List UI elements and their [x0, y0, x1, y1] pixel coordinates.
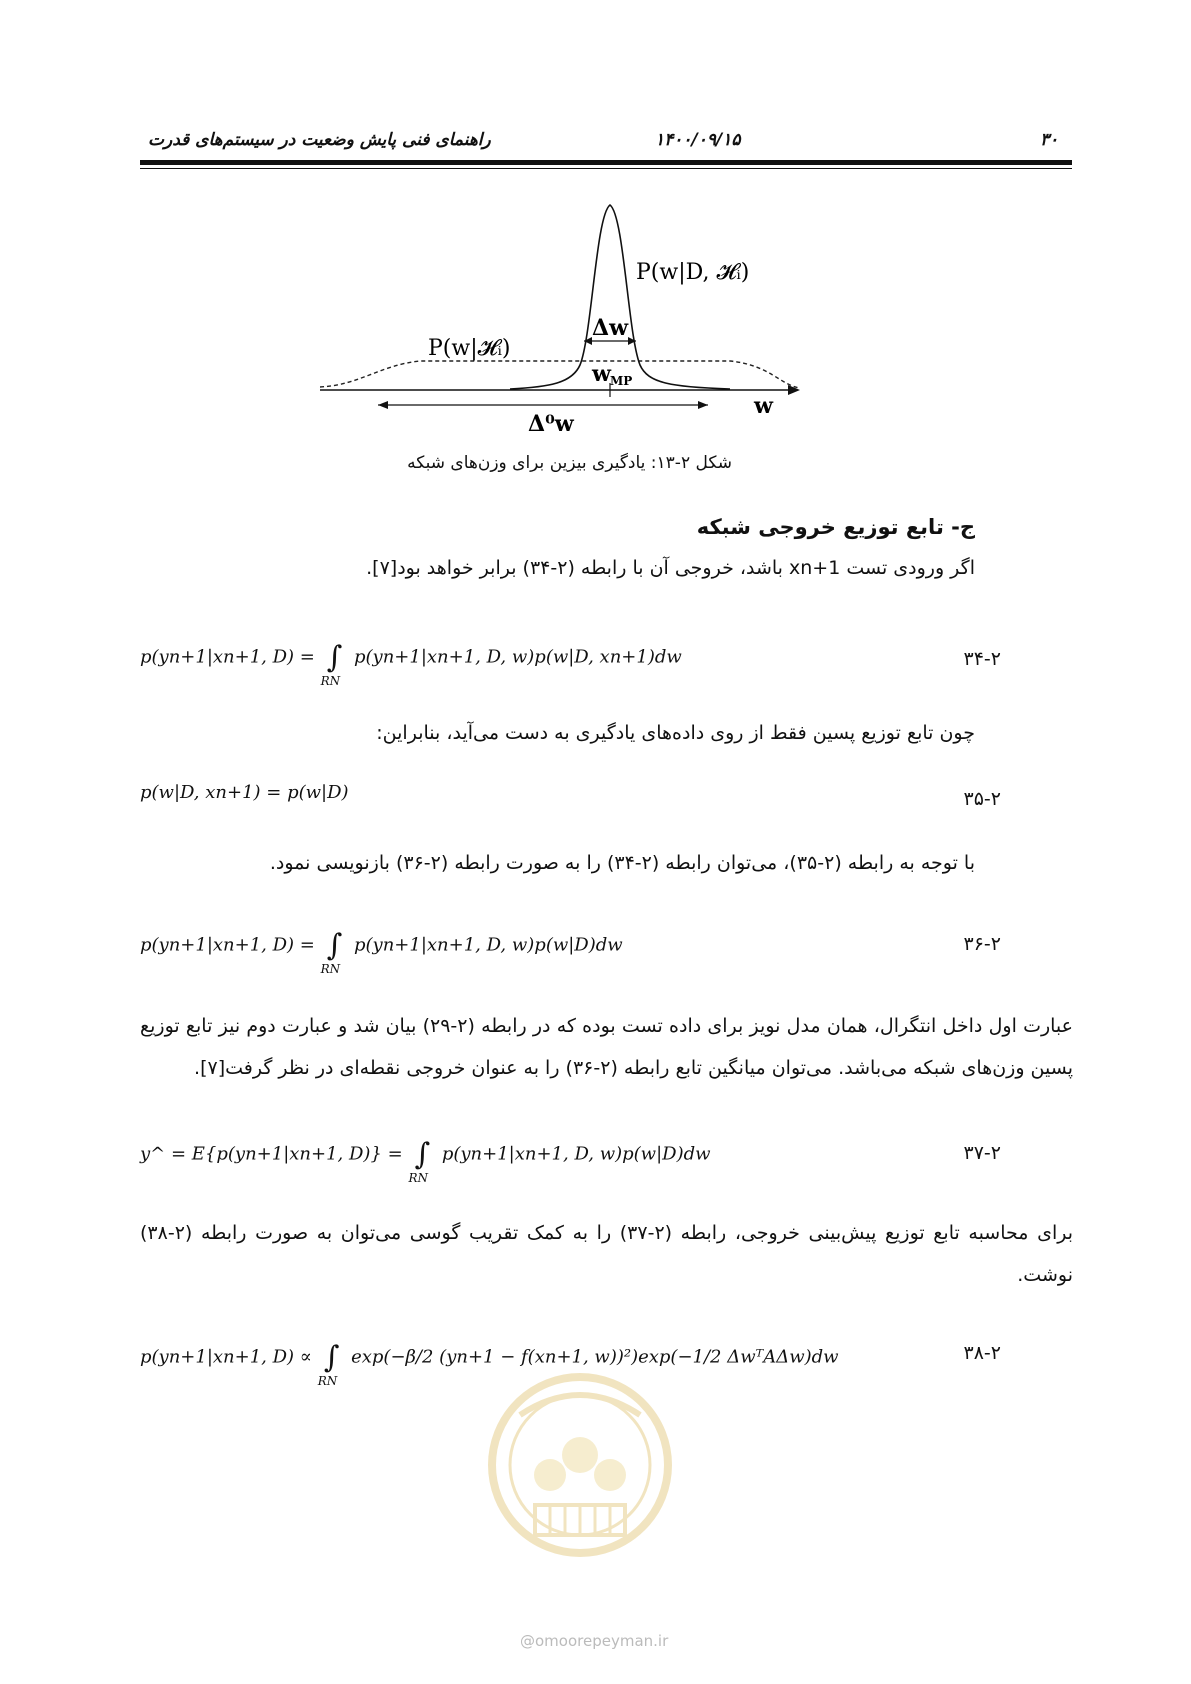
equation-34-domain: RN	[320, 674, 341, 688]
header-rule-thick	[140, 160, 1072, 165]
header-date: ۱۴۰۰/۰۹/۱۵	[655, 130, 741, 150]
equation-36-rhs: p(yn+1|xn+1, D, w)p(w|D)dw	[354, 934, 623, 956]
paragraph-3: با توجه به رابطه (۲-۳۵)، می‌توان رابطه (۲-۳۴) را به صورت رابطه (۲-۳۶) بازنویسی نمود.	[269, 852, 975, 874]
section-heading: ج- تابع توزیع خروجی شبکه	[696, 515, 975, 539]
equation-38: p(yn+1|xn+1, D) ∝ ∫ RN exp(−β/2 (yn+1 − f(xn+1, w))²)exp(−1/2 ΔwᵀAΔw)dw	[140, 1340, 839, 1388]
equation-38-lhs: p(yn+1|xn+1, D) ∝	[140, 1346, 312, 1368]
equation-36-lhs: p(yn+1|xn+1, D) =	[140, 934, 315, 956]
paragraph-5: برای محاسبه تابع توزیع پیش‌بینی خروجی، رابطه (۲-۳۷) را به کمک تقریب گوسی می‌توان به صورت رابطه (۲-۳۸) نوشت.	[140, 1222, 1073, 1286]
prior-curve	[320, 361, 800, 388]
equation-36-domain: RN	[320, 962, 341, 976]
figure-caption: شکل ۲-۱۳: یادگیری بیزین برای وزن‌های شبکه	[407, 453, 732, 473]
delta0-w-label: Δ⁰w	[528, 411, 574, 437]
equation-34-number: ۳۴-۲	[963, 648, 1001, 670]
equation-35: p(w|D, xn+1) = p(w|D)	[140, 782, 349, 803]
w-mp-sub-label: MP	[610, 374, 633, 388]
header-title: راهنمای فنی پایش وضعیت در سیستم‌های قدرت	[148, 130, 491, 150]
page-number: ۳۰	[1040, 130, 1059, 150]
equation-36-number: ۳۶-۲	[963, 933, 1001, 955]
equation-35-number: ۳۵-۲	[963, 788, 1001, 810]
equation-37-lhs: y^ = E{p(yn+1|xn+1, D)} =	[140, 1143, 403, 1165]
watermark-seal	[480, 1355, 680, 1595]
equation-38-domain: RN	[317, 1374, 338, 1388]
prior-label: P(w|𝓗ᵢ)	[428, 336, 511, 361]
bayesian-weights-figure	[310, 195, 810, 445]
w-axis-label: w	[754, 393, 773, 419]
watermark-url: @omoorepeyman.ir	[520, 1632, 669, 1650]
paragraph-1: اگر ورودی تست xn+1 باشد، خروجی آن با رابطه (۲-۳۴) برابر خواهد بود[۷].	[366, 557, 975, 579]
equation-37-rhs: p(yn+1|xn+1, D, w)p(w|D)dw	[441, 1143, 711, 1165]
delta-w-label: Δw	[592, 315, 629, 341]
header-rule-thin	[140, 168, 1072, 169]
paragraph-2: چون تابع توزیع پسین فقط از روی داده‌های یادگیری به دست می‌آید، بنابراین:	[376, 722, 975, 744]
equation-34-rhs: p(yn+1|xn+1, D, w)p(w|D, xn+1)dw	[354, 646, 682, 668]
posterior-label: P(w|D, 𝓗ᵢ)	[636, 260, 750, 285]
equation-37-domain: RN	[408, 1171, 428, 1185]
w-mp-label: w	[592, 361, 611, 387]
equation-37: y^ = E{p(yn+1|xn+1, D)} = ∫ RN p(yn+1|xn+1, D, w)p(w|D)dw	[140, 1137, 711, 1185]
equation-38-rhs: exp(−β/2 (yn+1 − f(xn+1, w))²)exp(−1/2 ΔwᵀAΔw)dw	[351, 1346, 839, 1368]
equation-36: p(yn+1|xn+1, D) = ∫ RN p(yn+1|xn+1, D, w)p(w|D)dw	[140, 928, 623, 976]
equation-38-number: ۳۸-۲	[963, 1342, 1001, 1364]
paragraph-4: عبارت اول داخل انتگرال، همان مدل نویز برای داده تست بوده که در رابطه (۲-۲۹) بیان شد و عبارت دوم نیز تابع توزیع پسین وزن‌های شبکه می‌باشد. می‌توان میانگین تابع رابطه (۲-۳۶) را به عنوان خروجی نقطه‌ای در نظر گرفت[۷].	[140, 1015, 1073, 1079]
equation-34: p(yn+1|xn+1, D) = ∫ RN p(yn+1|xn+1, D, w)p(w|D, xn+1)dw	[140, 640, 682, 688]
equation-34-lhs: p(yn+1|xn+1, D) =	[140, 646, 315, 668]
equation-37-number: ۳۷-۲	[963, 1142, 1001, 1164]
